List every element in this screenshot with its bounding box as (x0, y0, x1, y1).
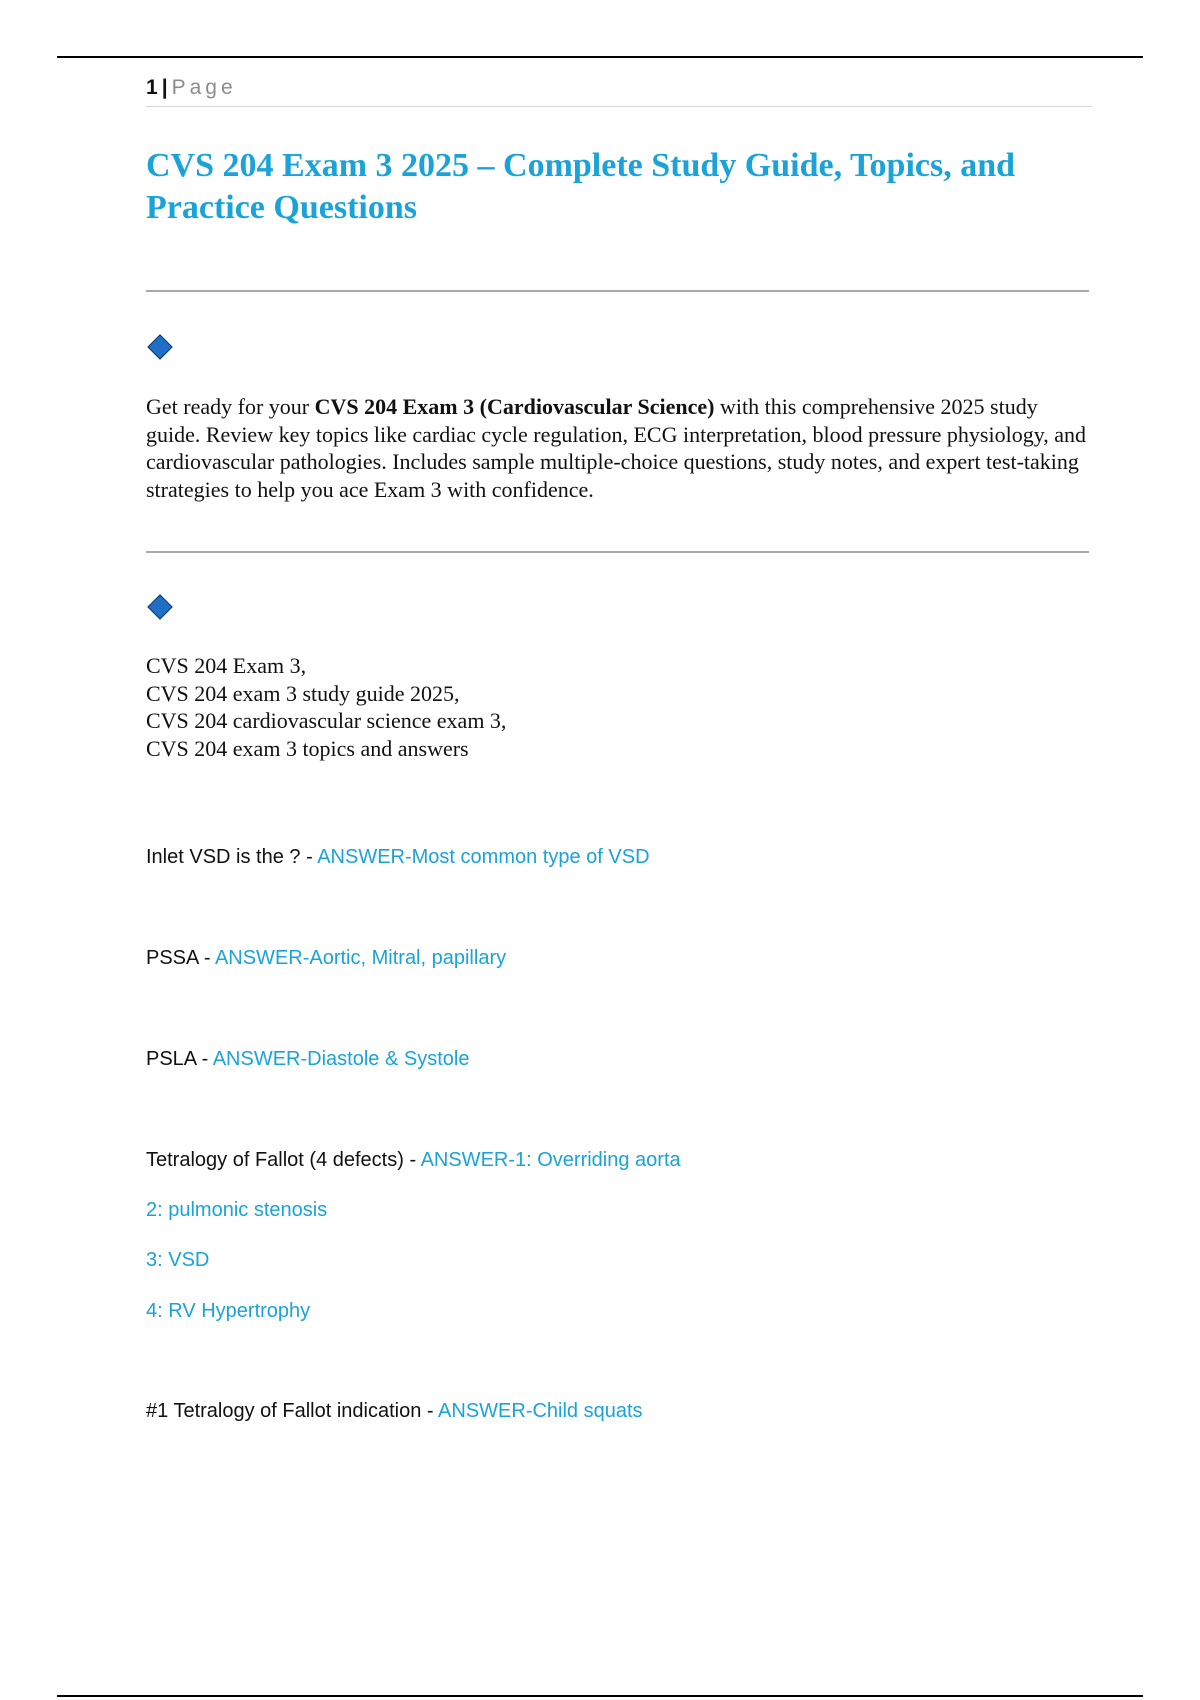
intro-paragraph (146, 393, 1096, 503)
qa-separator: - (300, 846, 318, 868)
qa-item-tetralogy-defects (146, 1147, 681, 1173)
qa-question: PSSA (146, 947, 199, 969)
intro-text-end: with this comprehensive 2025 study guide. Review key topics like cardiac cycle regulation, ECG interpretation, blood pressure physiology, and cardiovascular pathologies. Includes sample multiple-choice questions, study notes, and expert test-taking strategies to help you ace Exam 3 with confidence. (146, 394, 1087, 502)
qa-separator: - (421, 1400, 439, 1422)
section-divider-1 (146, 290, 1089, 292)
page-bottom-rule (57, 1695, 1143, 1697)
qa-item-inlet-vsd (146, 844, 650, 870)
qa-answer: ANSWER-Child squats (438, 1400, 643, 1422)
qa-item-pssa (146, 945, 506, 971)
qa-separator: - (403, 1149, 421, 1171)
qa-answer: ANSWER-Diastole & Systole (212, 1048, 470, 1070)
qa-question: Inlet VSD is the ? (146, 846, 301, 868)
page-word: Page (171, 76, 237, 99)
qa-answer-continuation (146, 1298, 310, 1324)
qa-answer-continuation (146, 1197, 327, 1223)
keyword-item: CVS 204 exam 3 topics and answers (146, 735, 469, 761)
qa-item-tetralogy-indication (146, 1398, 643, 1424)
keyword-item: CVS 204 cardiovascular science exam 3, (146, 708, 507, 733)
document-title: CVS 204 Exam 3 2025 – Complete Study Guide, Topics, and Practice Questions (146, 147, 1016, 226)
page-number: 1 (146, 76, 158, 99)
qa-item-psla (146, 1046, 469, 1072)
qa-answer-line: 4: RV Hypertrophy (146, 1300, 311, 1322)
keyword-list (146, 652, 1046, 762)
page-header (146, 72, 1092, 107)
qa-answer-continuation (146, 1247, 209, 1273)
qa-answer-line: 2: pulmonic stenosis (146, 1199, 328, 1221)
qa-question: Tetralogy of Fallot (4 defects) (146, 1149, 404, 1171)
keyword-item: CVS 204 exam 3 study guide 2025, (146, 680, 460, 706)
intro-bold-course: CVS 204 Exam 3 (Cardiovascular Science) (314, 394, 715, 419)
qa-separator: - (196, 1048, 213, 1070)
intro-text-start: Get ready for your (146, 394, 315, 419)
qa-answer-line: 3: VSD (146, 1249, 210, 1271)
diamond-bullet-icon (147, 334, 172, 359)
page-top-rule (57, 56, 1143, 58)
keyword-item: CVS 204 Exam 3, (146, 653, 307, 678)
qa-question: PSLA (146, 1048, 197, 1070)
qa-answer: ANSWER-1: Overriding aorta (420, 1149, 681, 1171)
page-header-separator: | (161, 76, 168, 99)
qa-answer: ANSWER-Most common type of VSD (317, 846, 650, 868)
section-divider-2 (146, 551, 1089, 553)
qa-question: #1 Tetralogy of Fallot indication (146, 1400, 422, 1422)
diamond-bullet-icon (147, 594, 172, 619)
qa-answer: ANSWER-Aortic, Mitral, papillary (214, 947, 507, 969)
qa-separator: - (198, 947, 215, 969)
